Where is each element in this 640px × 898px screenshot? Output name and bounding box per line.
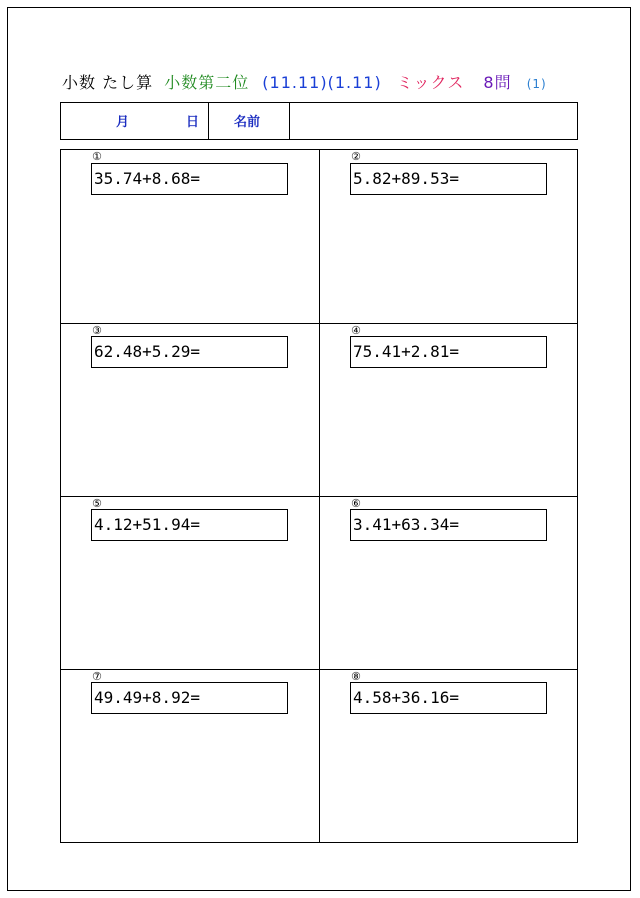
problem-cell[interactable]: [61, 670, 319, 842]
name-date-bar: [60, 102, 578, 140]
title-sheet-number: (1): [526, 77, 547, 91]
problem-number: ④: [351, 324, 361, 337]
problem-expression: 5.82+89.53=: [350, 163, 547, 195]
problem-expression: 3.41+63.34=: [350, 509, 547, 541]
month-label: 月: [116, 115, 130, 130]
problem-number: ⑥: [351, 497, 361, 510]
worksheet-title: [62, 70, 547, 98]
problem-number: ⑦: [92, 670, 102, 683]
title-topic: 小数 たし算: [62, 73, 154, 92]
problem-expression: 62.48+5.29=: [91, 336, 288, 368]
problem-cell[interactable]: [61, 150, 319, 323]
problem-number: ②: [351, 150, 361, 163]
problem-cell[interactable]: [320, 497, 578, 669]
title-format: (11.11)(1.11): [262, 73, 382, 92]
problem-cell[interactable]: [61, 324, 319, 496]
title-count: 8問: [483, 73, 512, 92]
problem-expression: 4.12+51.94=: [91, 509, 288, 541]
problem-grid: [60, 149, 578, 843]
problem-cell[interactable]: [320, 324, 578, 496]
problem-number: ③: [92, 324, 102, 337]
problem-expression: 35.74+8.68=: [91, 163, 288, 195]
problem-cell[interactable]: [320, 670, 578, 842]
name-label-cell: [209, 103, 290, 139]
title-mix: ミックス: [396, 73, 465, 92]
problem-cell[interactable]: [61, 497, 319, 669]
name-field[interactable]: [290, 103, 577, 139]
problem-cell[interactable]: [320, 150, 578, 323]
day-label: 日: [186, 115, 200, 130]
problem-expression: 4.58+36.16=: [350, 682, 547, 714]
problem-number: ①: [92, 150, 102, 163]
problem-expression: 49.49+8.92=: [91, 682, 288, 714]
problem-expression: 75.41+2.81=: [350, 336, 547, 368]
problem-number: ⑧: [351, 670, 361, 683]
name-label: 名前: [234, 115, 261, 130]
problem-number: ⑤: [92, 497, 102, 510]
title-level: 小数第二位: [164, 73, 250, 92]
date-field[interactable]: [61, 103, 209, 139]
